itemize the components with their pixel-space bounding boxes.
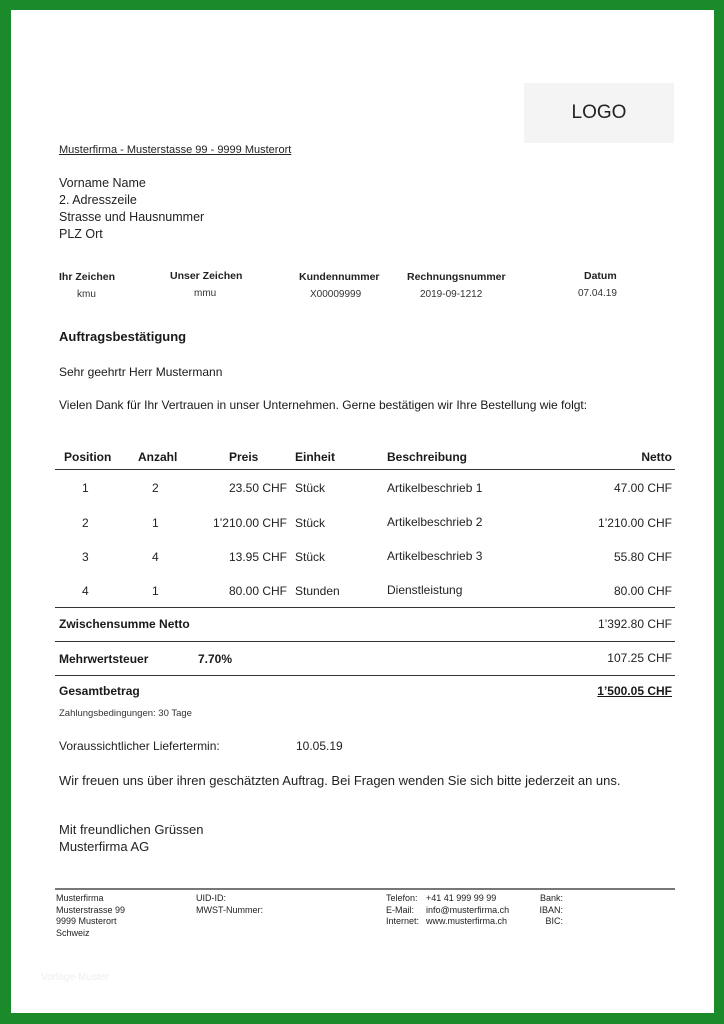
signature-greeting: Mit freundlichen Grüssen	[59, 822, 204, 837]
cell-preis: 1’210.00 CHF	[212, 516, 287, 530]
cell-einheit: Stück	[295, 550, 326, 564]
footer-company	[56, 893, 125, 939]
intro-text: Vielen Dank für Ihr Vertrauen in unser Unternehmen. Gerne bestätigen wir Ihre Bestellung wie folgt:	[59, 398, 588, 412]
footer-bic-label: BIC:	[545, 916, 563, 926]
footer-company-line: 9999 Musterort	[56, 916, 117, 926]
footer-contact-label: Internet:	[386, 916, 420, 926]
cell-beschreibung: Dienstleistung	[387, 583, 463, 597]
footer-bank-label: Bank:	[539, 893, 563, 903]
recipient-address	[59, 175, 204, 243]
footer-email: info@musterfirma.ch	[426, 904, 510, 915]
cell-position: 2	[82, 516, 89, 530]
footer-company-line: Musterstrasse 99	[56, 904, 126, 915]
watermark: Vorlage-Muster	[41, 972, 109, 983]
th-beschreibung: Beschreibung	[387, 450, 468, 464]
greeting: Sehr geehrtr Herr Mustermann	[59, 365, 223, 379]
recipient-line: Vorname Name	[59, 176, 146, 190]
payment-terms: Zahlungsbedingungen: 30 Tage	[59, 708, 192, 719]
cell-anzahl: 1	[152, 516, 159, 530]
th-preis: Preis	[229, 450, 259, 464]
footer-mwst-label: MWST-Nummer:	[196, 904, 263, 915]
subtotal-label: Zwischensumme Netto	[59, 617, 190, 631]
vat-label: Mehrwertsteuer	[59, 652, 149, 666]
cell-einheit: Stück	[295, 516, 326, 530]
total-label: Gesamtbetrag	[59, 684, 140, 698]
cell-position: 1	[82, 481, 89, 495]
meta-label-datum: Datum	[584, 270, 617, 282]
cell-beschreibung: Artikelbeschrieb 1	[387, 481, 483, 495]
cell-preis: 80.00 CHF	[228, 584, 287, 598]
sender-line: Musterfirma - Musterstasse 99 - 9999 Musterort	[59, 144, 292, 156]
meta-value-ihr-zeichen: kmu	[77, 289, 96, 300]
cell-netto: 47.00 CHF	[613, 481, 672, 495]
logo-placeholder: LOGO	[524, 83, 674, 143]
cell-einheit: Stück	[295, 481, 326, 495]
meta-label-kundennummer: Kundennummer	[299, 271, 380, 283]
meta-label-ihr-zeichen: Ihr Zeichen	[59, 271, 116, 283]
table-header-rule	[55, 469, 675, 470]
signature-company: Musterfirma AG	[59, 839, 150, 854]
footer-contact-label: Telefon:	[386, 893, 418, 903]
delivery-date: 10.05.19	[296, 739, 343, 753]
footer-bank-labels	[531, 893, 563, 928]
cell-netto: 80.00 CHF	[613, 584, 672, 598]
meta-label-unser-zeichen: Unser Zeichen	[170, 270, 243, 282]
th-position: Position	[64, 450, 112, 464]
footer-contact-labels	[386, 893, 419, 928]
subtotal-rule	[55, 607, 675, 608]
th-anzahl: Anzahl	[138, 450, 178, 464]
cell-netto: 55.80 CHF	[613, 550, 672, 564]
cell-preis: 23.50 CHF	[228, 481, 287, 495]
cell-anzahl: 1	[152, 584, 159, 598]
meta-label-rechnungsnummer: Rechnungsnummer	[407, 271, 506, 283]
footer-company-line: Schweiz	[56, 927, 90, 938]
footer-uid-label: UID-ID:	[196, 893, 226, 903]
footer-company-line: Musterfirma	[56, 893, 104, 903]
footer-iban-label: IBAN:	[539, 904, 563, 915]
cell-anzahl: 4	[152, 550, 159, 564]
footer-rule	[55, 888, 675, 890]
meta-value-kundennummer: X00009999	[310, 289, 362, 300]
recipient-line: Strasse und Hausnummer	[59, 210, 205, 224]
cell-netto: 1’210.00 CHF	[597, 516, 672, 530]
meta-value-rechnungsnummer: 2019-09-1212	[420, 289, 483, 300]
vat-rate: 7.70%	[198, 652, 233, 666]
total-rule	[55, 675, 675, 676]
closing-text: Wir freuen uns über ihren geschätzten Auftrag. Bei Fragen wenden Sie sich bitte jederzeit an uns.	[59, 773, 621, 788]
document-title: Auftragsbestätigung	[59, 329, 187, 344]
signature-block	[59, 821, 204, 855]
cell-beschreibung: Artikelbeschrieb 3	[387, 549, 483, 563]
recipient-line: 2. Adresszeile	[59, 193, 137, 207]
total-value: 1’500.05 CHF	[597, 684, 672, 698]
document-page	[11, 10, 714, 1013]
footer-contact-label: E-Mail:	[386, 904, 415, 915]
subtotal-value: 1’392.80 CHF	[597, 617, 672, 631]
cell-position: 4	[82, 584, 89, 598]
footer-phone: +41 41 999 99 99	[426, 893, 497, 903]
recipient-line: PLZ Ort	[59, 227, 103, 241]
cell-preis: 13.95 CHF	[228, 550, 287, 564]
delivery-label: Voraussichtlicher Liefertermin:	[59, 739, 220, 753]
meta-value-datum: 07.04.19	[578, 288, 617, 299]
footer-ids	[196, 893, 263, 916]
cell-position: 3	[82, 550, 89, 564]
cell-beschreibung: Artikelbeschrieb 2	[387, 515, 483, 529]
vat-value: 107.25 CHF	[607, 651, 672, 665]
vat-rule	[55, 641, 675, 642]
footer-website: www.musterfirma.ch	[426, 916, 508, 926]
meta-value-unser-zeichen: mmu	[194, 288, 217, 299]
th-einheit: Einheit	[295, 450, 336, 464]
th-netto: Netto	[641, 450, 672, 464]
footer-contact-values	[426, 893, 509, 928]
cell-einheit: Stunden	[295, 584, 340, 598]
cell-anzahl: 2	[152, 481, 159, 495]
